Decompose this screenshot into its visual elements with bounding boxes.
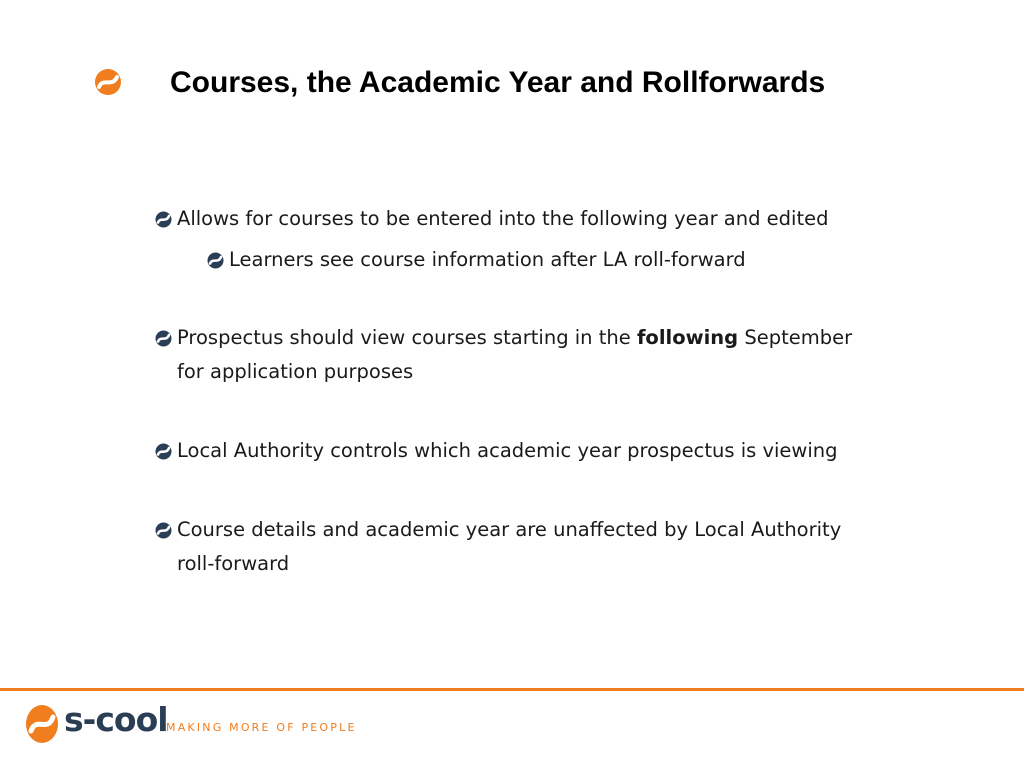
bullet-text-end: September for application purposes: [177, 326, 853, 383]
swoosh-bullet-icon: [155, 522, 172, 539]
bullet-text: Course details and academic year are unaffected by Local Authority roll-forward: [177, 518, 842, 575]
brand-name: s-cool: [64, 700, 168, 739]
bullet-item: [155, 434, 875, 468]
swoosh-bullet-icon: [155, 443, 172, 460]
title-swoosh-icon: [94, 68, 122, 96]
slide-title: Courses, the Academic Year and Rollforwards: [170, 66, 826, 99]
bullet-text: Local Authority controls which academic year prospectus is viewing: [177, 439, 838, 462]
bullet-list: [155, 202, 875, 581]
swoosh-bullet-icon: [155, 211, 172, 228]
sub-bullet-text: Learners see course information after LA roll-forward: [229, 248, 746, 271]
bullet-item: [155, 513, 875, 581]
bullet-item: [155, 202, 875, 236]
swoosh-bullet-icon: [207, 252, 224, 269]
s-cool-logo-icon: [25, 704, 59, 744]
sub-bullet-item: [207, 243, 875, 277]
brand-tagline: MAKING MORE OF PEOPLE: [166, 721, 357, 734]
bullet-text: Allows for courses to be entered into the following year and edited: [177, 207, 829, 230]
bullet-item: [155, 321, 875, 389]
swoosh-bullet-icon: [155, 330, 172, 347]
bullet-text-start: Prospectus should view courses starting in the: [177, 326, 637, 349]
bullet-text-emphasis: following: [636, 326, 739, 349]
footer-divider: [0, 688, 1024, 691]
